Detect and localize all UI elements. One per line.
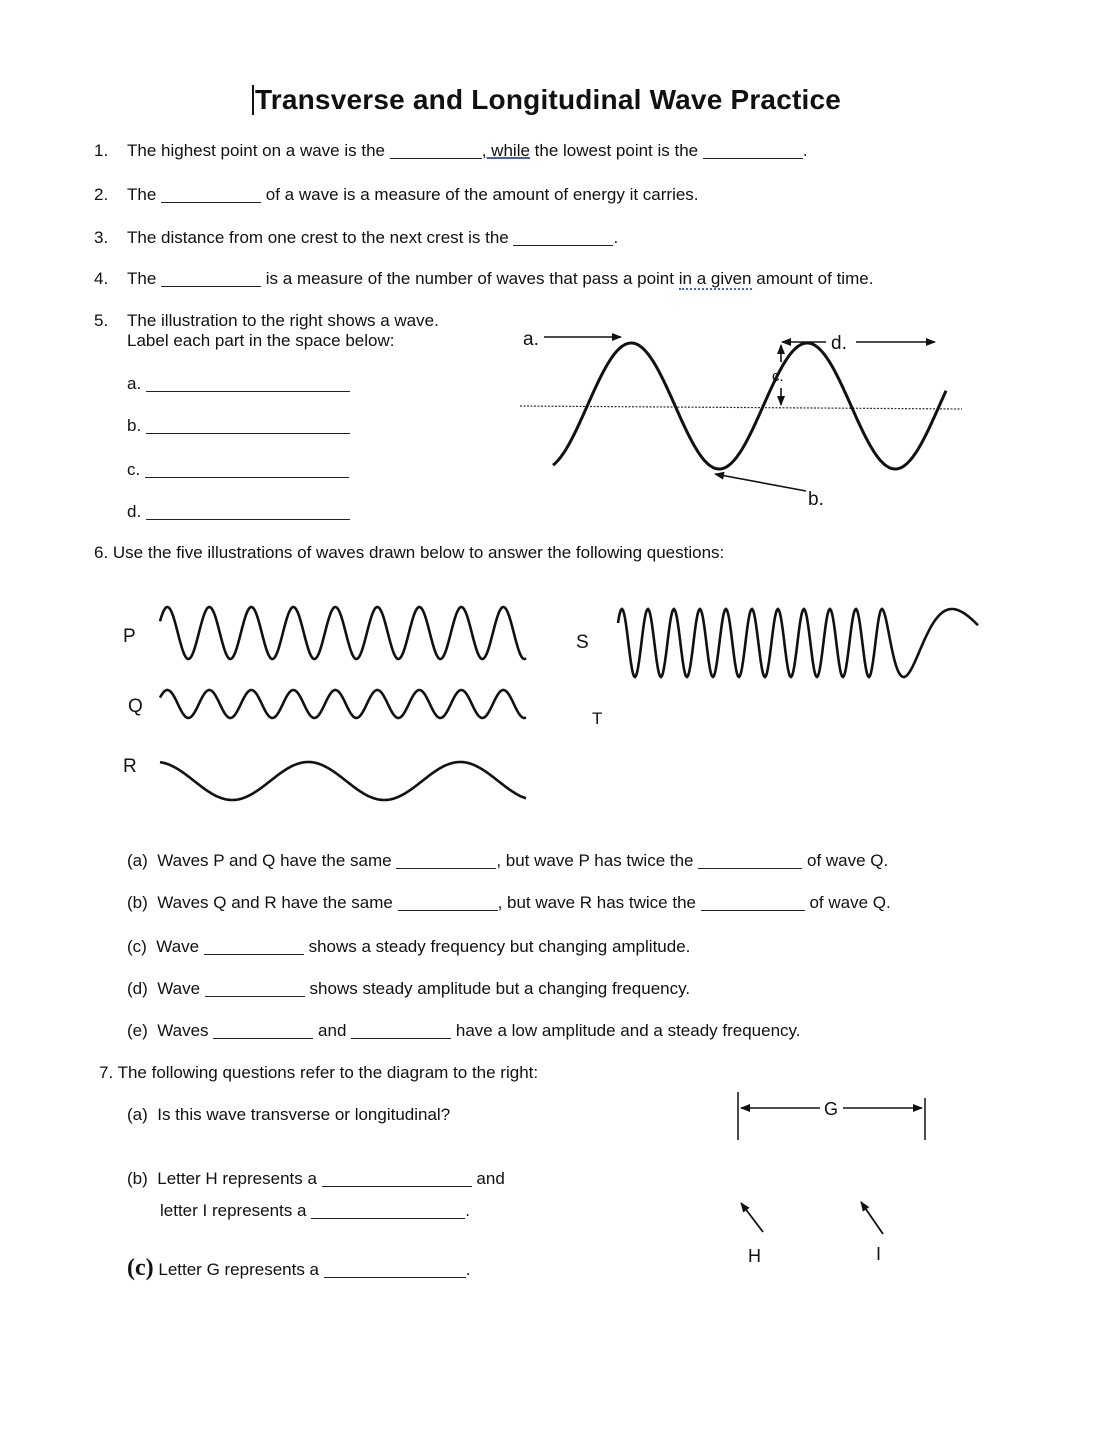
q1-text-c: the lowest point is the: [534, 141, 699, 160]
q6d-text-2: shows steady amplitude but a changing frequency.: [309, 979, 691, 998]
q7a-text: Is this wave transverse or longitudinal?: [157, 1105, 451, 1124]
q7c-text: Letter G represents a: [158, 1260, 320, 1279]
q4-text-a: The: [127, 269, 157, 288]
q7b-tag: (b): [127, 1169, 148, 1188]
q6c-tag: (c): [127, 937, 147, 956]
q6a-text-2: , but wave P has twice the: [496, 851, 694, 870]
q5-label-a: a.: [127, 374, 142, 393]
q6b-text-2: , but wave R has twice the: [497, 893, 696, 912]
diagram-label-c: c.: [772, 368, 784, 385]
q6d-tag: (d): [127, 979, 148, 998]
q6b-text-3: of wave Q.: [809, 893, 891, 912]
q4-text-b: is a measure of the number of waves that pass a point: [265, 269, 674, 288]
wave-label-q: Q: [128, 696, 143, 717]
q7a-tag: (a): [127, 1105, 148, 1124]
q6e-text-2: and: [318, 1021, 347, 1040]
q3-period: .: [613, 228, 619, 247]
q5-number: 5.: [94, 311, 109, 330]
q7c-tag: (c): [127, 1255, 154, 1281]
wave-label-s: S: [576, 632, 589, 653]
q1-text-while: , while: [481, 141, 530, 160]
q5-text-1: The illustration to the right shows a wave.: [127, 311, 439, 330]
q7b-text-1: Letter H represents a: [157, 1169, 317, 1188]
diagram-label-a: a.: [523, 329, 539, 350]
q6b-text-1: Waves Q and R have the same: [157, 893, 393, 912]
q6e-text-3: have a low amplitude and a steady frequency.: [455, 1021, 801, 1040]
q6b-tag: (b): [127, 893, 148, 912]
q6c-text-2: shows a steady frequency but changing amplitude.: [308, 937, 691, 956]
q4-text-grammar: in a given: [678, 269, 752, 288]
q1-text-a: The highest point on a wave is the: [127, 141, 385, 160]
diagram-label-h: H: [748, 1246, 761, 1266]
wave-label-p: P: [123, 626, 136, 647]
diagram-label-b: b.: [808, 489, 824, 510]
q2-number: 2.: [94, 185, 109, 204]
q6a-text-3: of wave Q.: [806, 851, 889, 870]
q7b-text-3: letter I represents a: [160, 1201, 307, 1220]
q6a-text-1: Waves P and Q have the same: [157, 851, 392, 870]
arrow-i: [861, 1202, 883, 1234]
question-6-intro: 6. Use the five illustrations of waves drawn below to answer the following questions:: [94, 543, 725, 562]
diagram-label-g: G: [824, 1099, 839, 1119]
question-5-line-2: Label each part in the space below:: [127, 331, 395, 350]
q4-text-d: amount of time.: [756, 269, 874, 288]
q7b-text-2: and: [476, 1169, 505, 1188]
q6a-tag: (a): [127, 851, 148, 870]
q3-number: 3.: [94, 228, 109, 247]
q6e-tag: (e): [127, 1021, 148, 1040]
q3-text-a: The distance from one crest to the next crest is the: [127, 228, 509, 247]
q7b-period: .: [465, 1201, 470, 1220]
question-7-intro: 7. The following questions refer to the diagram to the right:: [99, 1063, 539, 1082]
q1-number: 1.: [94, 141, 109, 160]
q4-number: 4.: [94, 269, 109, 288]
q7c-period: .: [465, 1260, 471, 1279]
q6e-text-1: Waves: [157, 1021, 209, 1040]
q5-label-c: c.: [127, 460, 141, 479]
q5-label-d: d.: [127, 502, 142, 521]
wave-label-r: R: [123, 756, 137, 777]
q1-period: .: [802, 141, 808, 160]
q2-text-a: The: [127, 185, 157, 204]
q6d-text-1: Wave: [157, 979, 201, 998]
wave-label-t: T: [592, 709, 603, 728]
diagram-label-d: d.: [831, 333, 847, 354]
title-text: Transverse and Longitudinal Wave Practice: [255, 84, 842, 115]
arrow-h: [741, 1203, 763, 1232]
q5-label-b: b.: [127, 416, 142, 435]
diagram-label-i: I: [876, 1244, 882, 1264]
q6c-text-1: Wave: [156, 937, 200, 956]
q2-text-b: of a wave is a measure of the amount of energy it carries.: [265, 185, 699, 204]
